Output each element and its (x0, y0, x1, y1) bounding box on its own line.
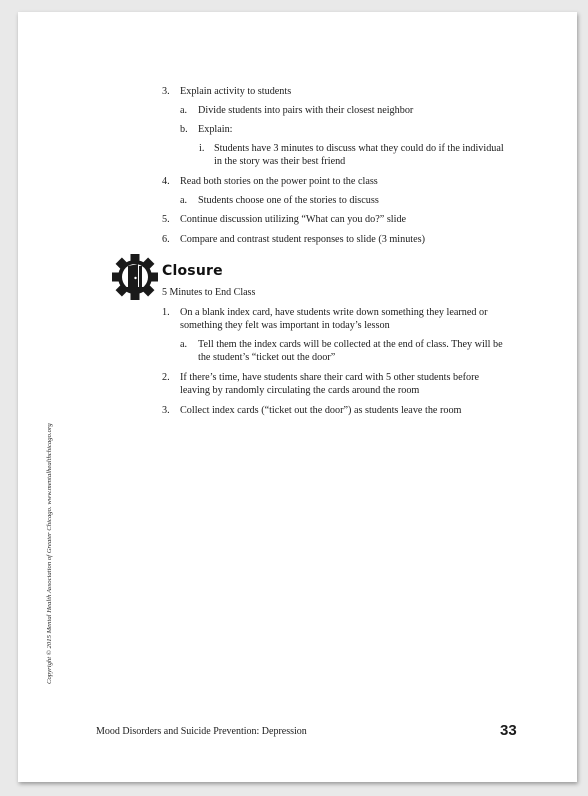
closure-subtitle: 5 Minutes to End Class (162, 287, 256, 298)
step-6-marker: 6. (162, 234, 170, 245)
step-4-marker: 4. (162, 176, 170, 187)
step-3-marker: 3. (162, 86, 170, 97)
step-4a-marker: a. (180, 195, 188, 206)
closure-step-2-marker: 2. (162, 372, 170, 383)
page-number: 33 (500, 722, 517, 739)
step-3bi-line1: Students have 3 minutes to discuss what they could do if the individual (214, 143, 504, 154)
step-3b-marker: b. (180, 124, 188, 135)
step-3bi-marker: i. (199, 143, 205, 154)
copyright-notice: Copyright © 2015 Mental Health Association of Greater Chicago. www.mentalhealthchicago.org (46, 423, 53, 684)
step-6-text: Compare and contrast student responses to slide (3 minutes) (180, 234, 426, 245)
closure-step-1a-line2: the student’s “ticket out the door” (198, 352, 336, 363)
step-5-text: Continue discussion utilizing “What can you do?” slide (180, 214, 407, 225)
closure-step-1-line2: something they felt was important in today’s lesson (180, 320, 390, 331)
closure-step-3-text: Collect index cards (“ticket out the door”) as students leave the room (180, 405, 462, 416)
closure-step-3-marker: 3. (162, 405, 170, 416)
gear-door-icon (111, 253, 159, 301)
closure-heading: Closure (162, 263, 223, 279)
closure-step-2-line1: If there’s time, have students share their card with 5 other students before (180, 372, 480, 383)
closure-step-1a-marker: a. (180, 339, 188, 350)
step-3b-text: Explain: (198, 124, 233, 135)
document-page (18, 12, 577, 782)
closure-step-1a-line1: Tell them the index cards will be collected at the end of class. They will be (198, 339, 503, 350)
step-3a-marker: a. (180, 105, 188, 116)
closure-step-2-line2: leaving by randomly circulating the cards around the room (180, 385, 420, 396)
step-3a-text: Divide students into pairs with their closest neighbor (198, 105, 414, 116)
closure-step-1-marker: 1. (162, 307, 170, 318)
step-4a-text: Students choose one of the stories to discuss (198, 195, 379, 206)
footer-title: Mood Disorders and Suicide Prevention: Depression (96, 726, 307, 737)
step-3bi-line2: in the story was their best friend (214, 156, 346, 167)
step-5-marker: 5. (162, 214, 170, 225)
step-3-text: Explain activity to students (180, 86, 292, 97)
closure-step-1-line1: On a blank index card, have students write down something they learned or (180, 307, 488, 318)
step-4-text: Read both stories on the power point to the class (180, 176, 378, 187)
